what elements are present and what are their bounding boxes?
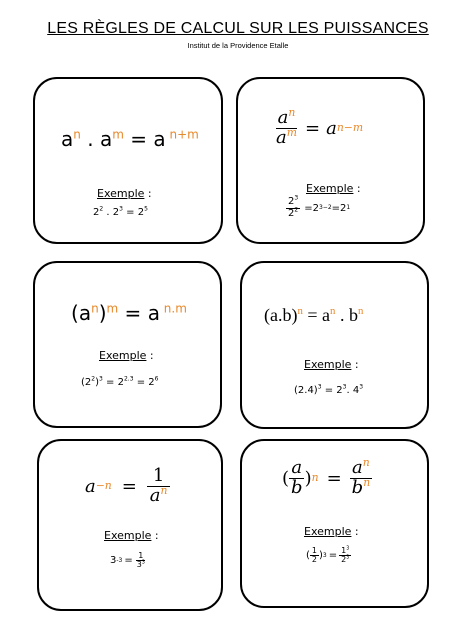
- product-rule-formula: $a^n$ . $a^m = a$ $^{n+m}$: [61, 127, 199, 151]
- power-rule-formula: $(a^n)^m = a$ $^{n.m}$: [71, 301, 187, 325]
- example-label: Exemple :: [304, 358, 359, 371]
- quotient-power-formula: ( $\frac{a}{b}$ ) n = $\frac{a^n}{b^n}$: [282, 456, 371, 498]
- quotient-rule-formula: $\frac{a^n}{a^m}$ = a n−m: [276, 106, 364, 148]
- quotient-rule-example: $\frac{2^3}{2^2}$ = 2 3−2 = 2 1: [288, 194, 351, 219]
- example-label: Exemple :: [104, 529, 159, 542]
- example-label: Exemple :: [306, 182, 361, 195]
- power-rule-example: $(2^2)^3 = 2^{2.3} = 2^6$: [81, 375, 159, 388]
- quotient-power-example: ( $\frac{1}{2}$ ) 3 = $\frac{1^3}{2^3}$: [306, 546, 350, 565]
- card-product-power-rule: [240, 261, 429, 429]
- negative-exponent-formula: a −n = $\frac{1}{a^n}$: [85, 467, 170, 506]
- card-product-rule: [33, 77, 223, 244]
- card-quotient-power-rule: [240, 439, 429, 608]
- card-power-of-power-rule: [33, 261, 222, 428]
- example-label: Exemple :: [99, 349, 154, 362]
- page-subtitle: Institut de la Providence Etalle: [187, 41, 289, 50]
- product-power-example: $(2.4)^3 = 2^3$. $4^3$: [294, 383, 364, 396]
- example-label: Exemple :: [97, 187, 152, 200]
- product-power-formula: $(a.b)^n = a^n$ . $b^n$: [264, 305, 364, 325]
- negative-exponent-example: 3 -3 = $\frac{1}{3^3}$: [110, 551, 145, 570]
- card-quotient-rule: [236, 77, 425, 244]
- product-rule-example: $2^2$ . $2^3 = 2^5$: [93, 205, 148, 218]
- example-label: Exemple :: [304, 525, 359, 538]
- page-title: LES RÈGLES DE CALCUL SUR LES PUISSANCES: [47, 20, 429, 37]
- card-negative-exponent-rule: [37, 439, 223, 611]
